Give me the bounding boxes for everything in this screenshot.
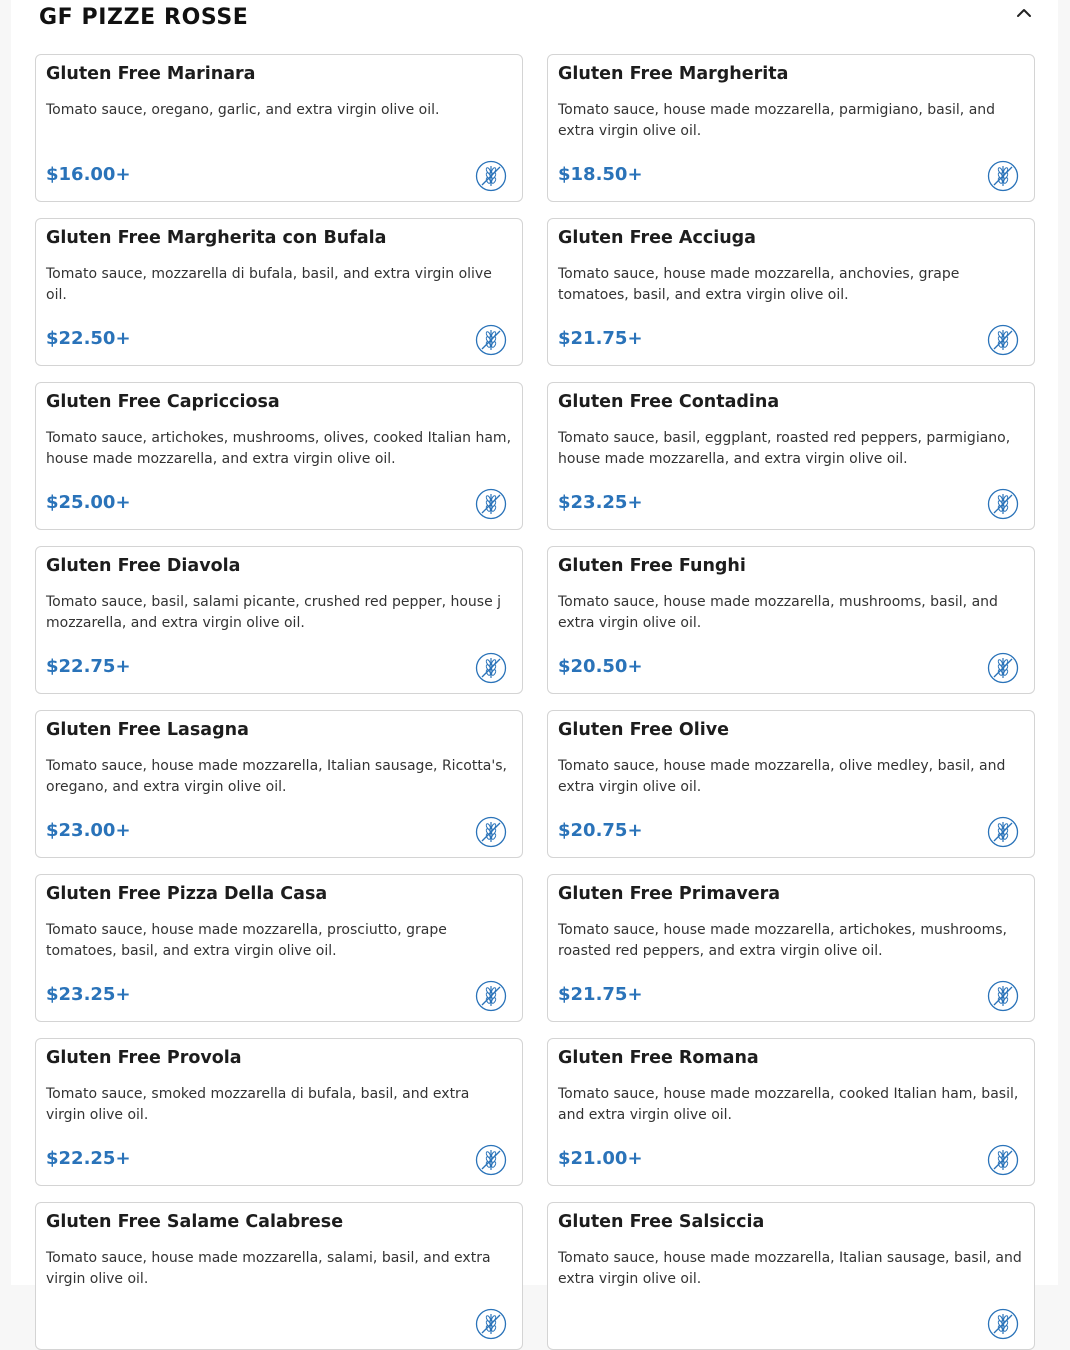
gluten-free-icon (475, 652, 507, 684)
menu-item-price: $25.00+ (46, 492, 131, 513)
menu-item-description: Tomato sauce, house made mozzarella, cooked Italian ham, basil, and extra virgin olive oil. (558, 1086, 1019, 1123)
gluten-free-icon (987, 980, 1019, 1012)
menu-item-description: Tomato sauce, house made mozzarella, olive medley, basil, and extra virgin olive oil. (558, 758, 1006, 795)
menu-item-card[interactable] (547, 1038, 1035, 1186)
menu-item-price: $23.25+ (46, 984, 131, 1005)
menu-item-price: $20.75+ (558, 820, 643, 841)
menu-item-card[interactable] (35, 218, 523, 366)
gluten-free-icon (987, 1144, 1019, 1176)
menu-item-price: $21.75+ (558, 328, 643, 349)
menu-item-price: $22.25+ (46, 1148, 131, 1169)
gluten-free-icon (475, 160, 507, 192)
menu-item-name: Gluten Free Acciuga (558, 228, 756, 248)
menu-item-price: $22.50+ (46, 328, 131, 349)
menu-items-grid (35, 54, 1035, 1350)
menu-item-description: Tomato sauce, house made mozzarella, anchovies, grape tomatoes, basil, and extra virgin olive oil. (558, 266, 960, 303)
menu-item-description: Tomato sauce, house made mozzarella, Italian sausage, basil, and extra virgin olive oil. (558, 1250, 1022, 1287)
gluten-free-icon (987, 652, 1019, 684)
menu-item-card[interactable] (35, 546, 523, 694)
menu-item-name: Gluten Free Romana (558, 1048, 759, 1068)
menu-item-price: $16.00+ (46, 164, 131, 185)
gluten-free-icon (987, 488, 1019, 520)
gluten-free-icon (475, 488, 507, 520)
menu-item-card[interactable] (35, 382, 523, 530)
menu-item-card[interactable] (547, 1202, 1035, 1350)
menu-item-description: Tomato sauce, house made mozzarella, Italian sausage, Ricotta's, oregano, and extra virgin olive oil. (46, 758, 507, 795)
menu-item-name: Gluten Free Funghi (558, 556, 746, 576)
menu-item-description: Tomato sauce, oregano, garlic, and extra virgin olive oil. (46, 102, 440, 118)
menu-item-name: Gluten Free Contadina (558, 392, 780, 412)
menu-item-price: $20.50+ (558, 656, 643, 677)
gluten-free-icon (987, 160, 1019, 192)
chevron-up-icon (1016, 8, 1032, 18)
menu-item-card[interactable] (547, 874, 1035, 1022)
gluten-free-icon (475, 1308, 507, 1340)
menu-item-description: Tomato sauce, house made mozzarella, mushrooms, basil, and extra virgin olive oil. (558, 594, 998, 631)
gluten-free-icon (475, 1144, 507, 1176)
menu-item-name: Gluten Free Marinara (46, 64, 256, 84)
menu-item-price: $18.50+ (558, 164, 643, 185)
gluten-free-icon (987, 324, 1019, 356)
gluten-free-icon (475, 816, 507, 848)
menu-item-price: $23.00+ (46, 820, 131, 841)
menu-item-description: Tomato sauce, smoked mozzarella di bufala, basil, and extra virgin olive oil. (46, 1086, 470, 1123)
menu-item-card[interactable] (547, 710, 1035, 858)
menu-item-card[interactable] (547, 382, 1035, 530)
menu-item-description: Tomato sauce, house made mozzarella, artichokes, mushrooms, roasted red peppers, and extra virgin olive oil. (558, 922, 1007, 959)
menu-item-description: Tomato sauce, basil, salami picante, crushed red pepper, house j mozzarella, and extra virgin olive oil. (46, 594, 502, 631)
menu-item-price: $21.00+ (558, 1148, 643, 1169)
menu-item-description: Tomato sauce, house made mozzarella, salami, basil, and extra virgin olive oil. (46, 1250, 491, 1287)
menu-item-card[interactable] (35, 1202, 523, 1350)
menu-item-name: Gluten Free Salame Calabrese (46, 1212, 344, 1232)
collapse-button[interactable] (1012, 2, 1036, 24)
menu-item-price: $22.75+ (46, 656, 131, 677)
menu-item-card[interactable] (35, 710, 523, 858)
menu-item-card[interactable] (547, 54, 1035, 202)
menu-item-card[interactable] (35, 874, 523, 1022)
gluten-free-icon (475, 980, 507, 1012)
menu-item-description: Tomato sauce, house made mozzarella, prosciutto, grape tomatoes, basil, and extra virgin olive oil. (46, 922, 447, 959)
menu-item-name: Gluten Free Provola (46, 1048, 242, 1068)
menu-item-name: Gluten Free Primavera (558, 884, 781, 904)
gluten-free-icon (987, 1308, 1019, 1340)
menu-item-price: $23.25+ (558, 492, 643, 513)
menu-item-card[interactable] (35, 54, 523, 202)
section-title: GF PIZZE ROSSE (39, 5, 249, 30)
menu-item-description: Tomato sauce, mozzarella di bufala, basil, and extra virgin olive oil. (46, 266, 492, 303)
menu-item-name: Gluten Free Pizza Della Casa (46, 884, 328, 904)
menu-item-name: Gluten Free Margherita con Bufala (46, 228, 387, 248)
menu-item-description: Tomato sauce, basil, eggplant, roasted red peppers, parmigiano, house made mozzarella, and extra virgin olive oil. (558, 430, 1011, 467)
menu-item-name: Gluten Free Salsiccia (558, 1212, 765, 1232)
menu-item-name: Gluten Free Capricciosa (46, 392, 280, 412)
menu-item-price: $21.75+ (558, 984, 643, 1005)
menu-item-description: Tomato sauce, artichokes, mushrooms, olives, cooked Italian ham, house made mozzarella, and extra virgin olive oil. (46, 430, 512, 467)
menu-item-description: Tomato sauce, house made mozzarella, parmigiano, basil, and extra virgin olive oil. (558, 102, 996, 139)
menu-item-card[interactable] (35, 1038, 523, 1186)
menu-item-name: Gluten Free Margherita (558, 64, 789, 84)
menu-item-name: Gluten Free Diavola (46, 556, 241, 576)
menu-item-name: Gluten Free Lasagna (46, 720, 249, 740)
gluten-free-icon (987, 816, 1019, 848)
menu-section-panel (11, 0, 1058, 1285)
menu-item-card[interactable] (547, 546, 1035, 694)
menu-item-name: Gluten Free Olive (558, 720, 730, 740)
menu-item-card[interactable] (547, 218, 1035, 366)
gluten-free-icon (475, 324, 507, 356)
